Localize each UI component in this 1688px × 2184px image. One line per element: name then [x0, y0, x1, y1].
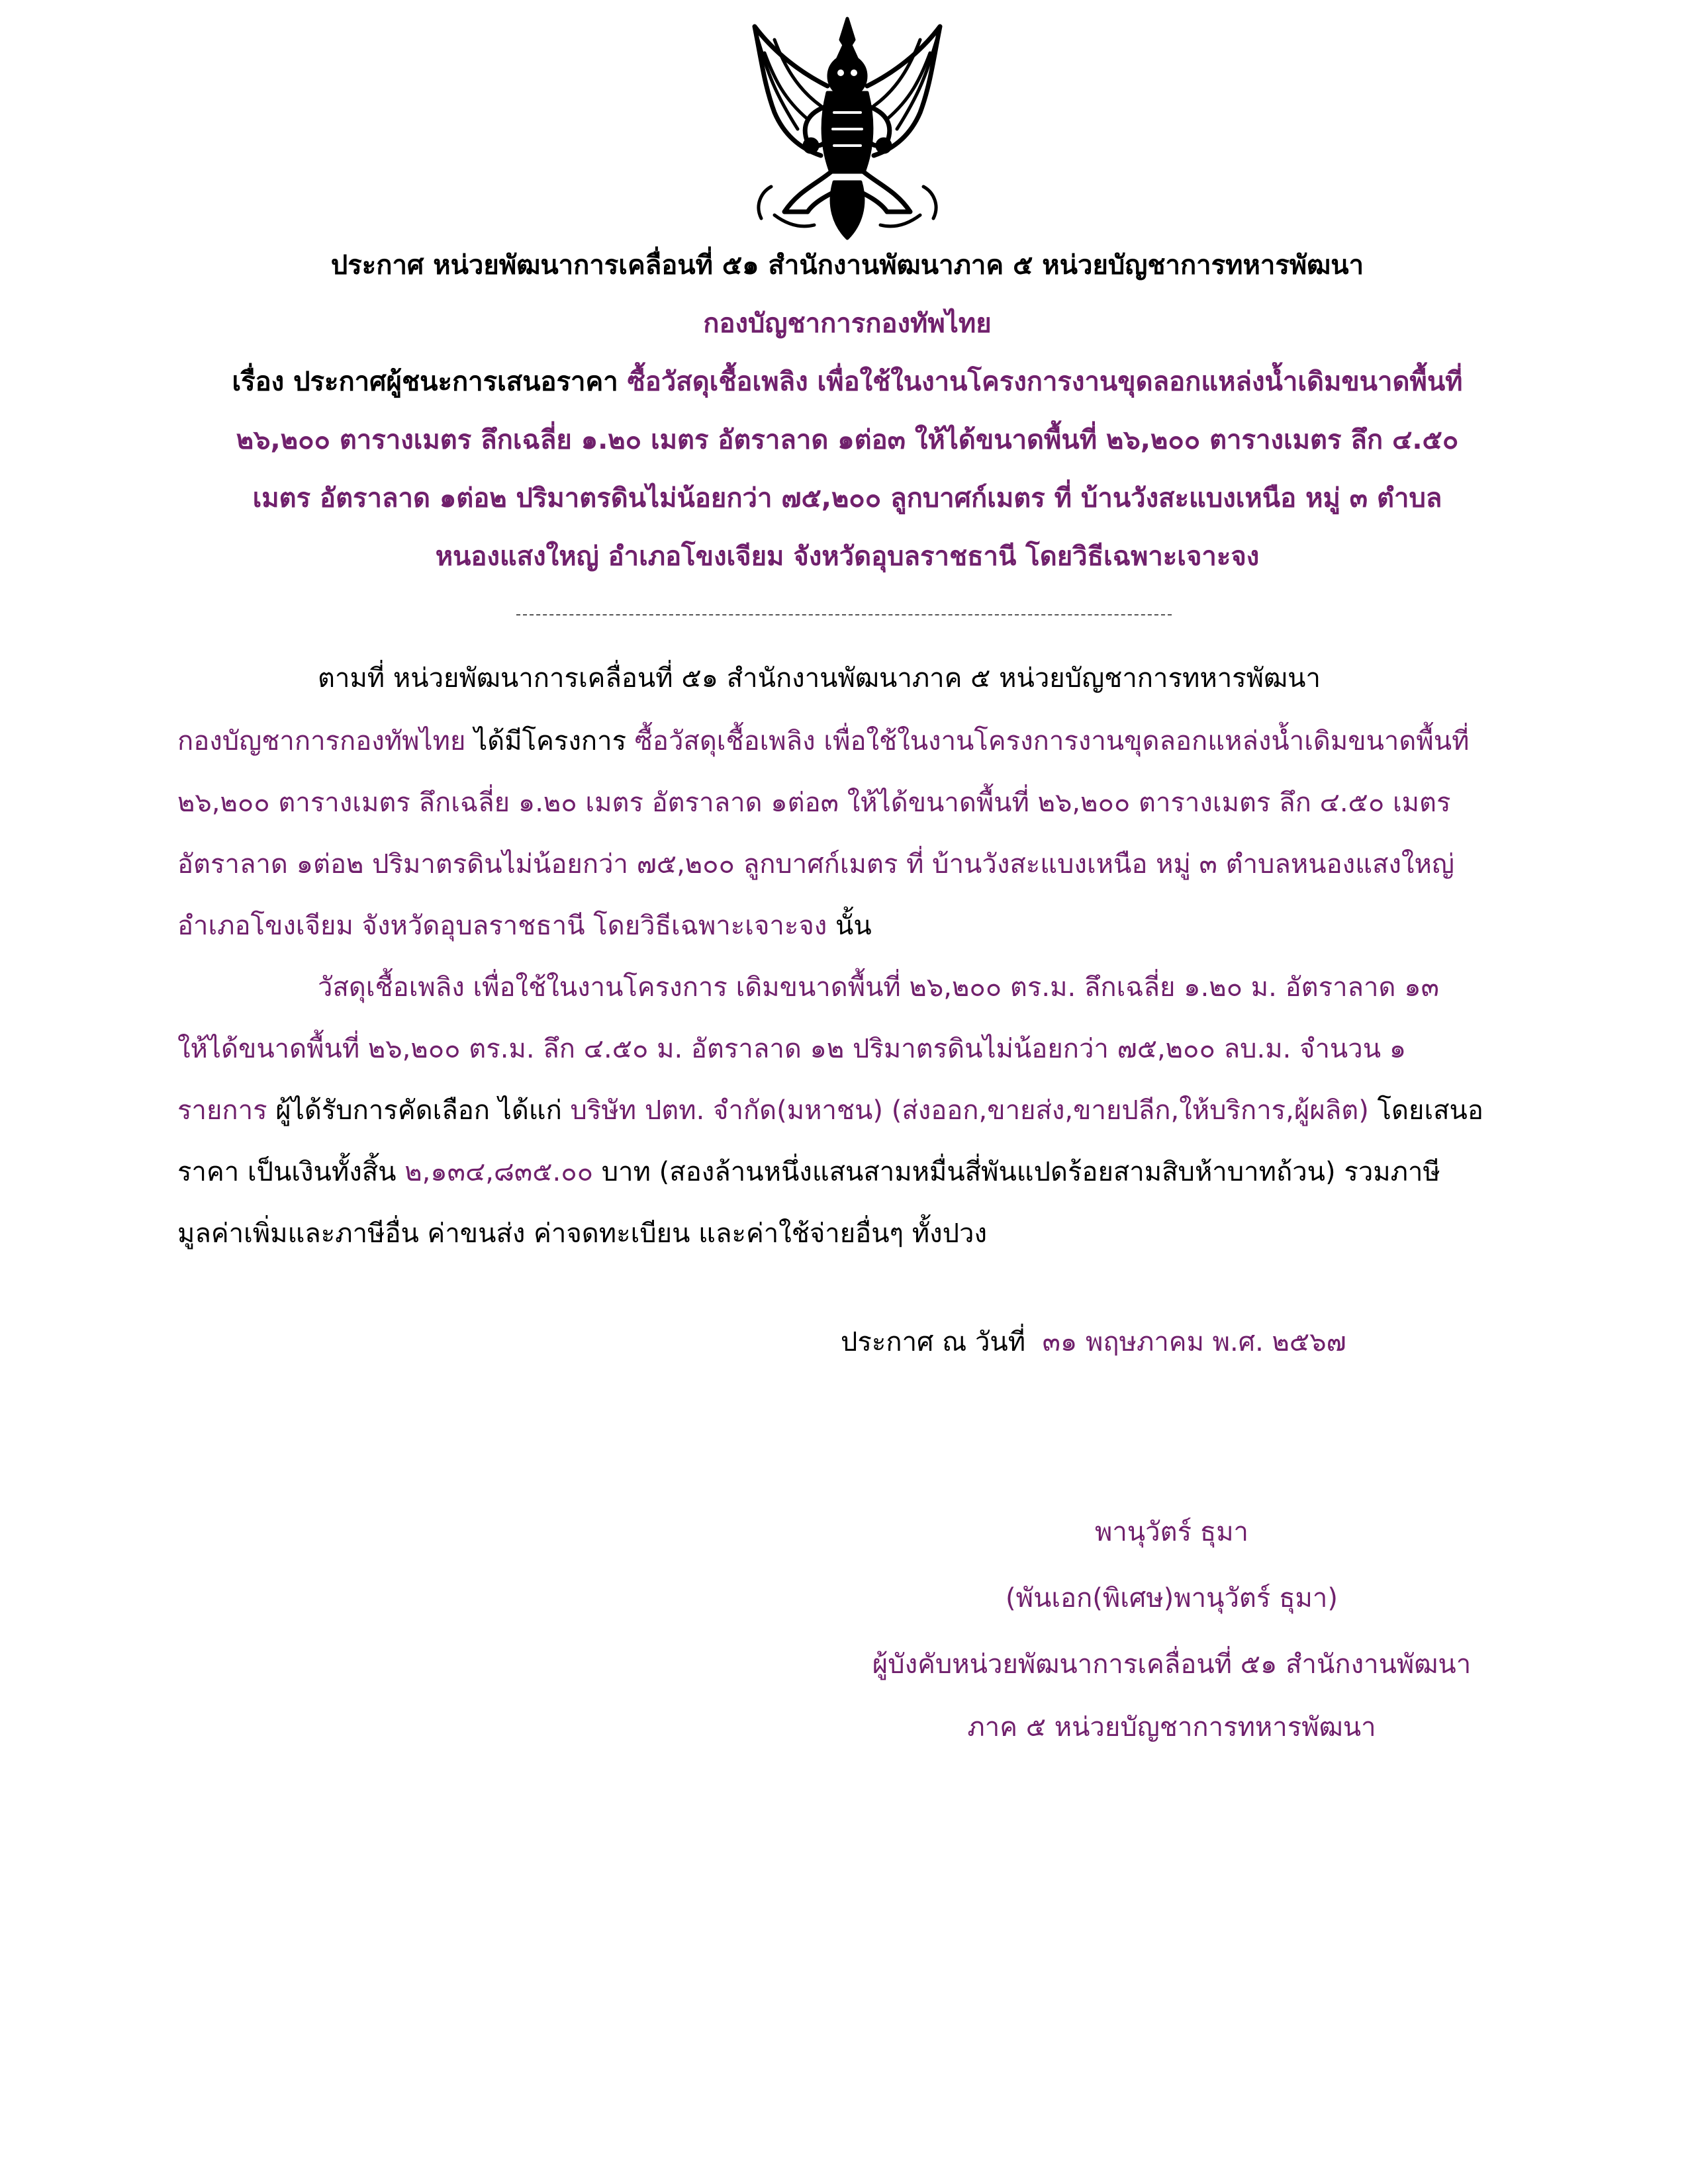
para1-org: กองบัญชาการกองทัพไทย	[177, 726, 466, 756]
signature-position-line1: ผู้บังคับหน่วยพัฒนาการเคลื่อนที่ ๕๑ สำนักงานพัฒนา	[872, 1649, 1472, 1680]
para1-project: ซื้อวัสดุเชื้อเพลิง เพื่อใช้ในงานโครงการงานขุดลอกแหล่งน้ำเดิมขนาดพื้นที่	[634, 726, 1470, 756]
subject-text: ซื้อวัสดุเชื้อเพลิง เพื่อใช้ในงานโครงการงานขุดลอกแหล่งน้ำเดิมขนาดพื้นที่	[627, 367, 1463, 397]
para2-offer: โดยเสนอ	[1368, 1095, 1483, 1126]
para2-price-label: ราคา เป็นเงินทั้งสิ้น	[177, 1157, 405, 1187]
para1-location: อำเภอโขงเจียม จังหวัดอุบลราชธานี โดยวิธีเฉพาะเจาะจง	[177, 911, 827, 941]
announce-label: ประกาศ ณ วันที่	[841, 1327, 1026, 1357]
para1-line3: ๒๖,๒๐๐ ตารางเมตร ลึกเฉลี่ย ๑.๒๐ เมตร อัตราลาด ๑ต่อ๓ ให้ได้ขนาดพื้นที่ ๒๖,๒๐๐ ตารางเมตร ลึก ๔.๕๐ เมตร	[177, 788, 1451, 818]
para1-line1: ตามที่ หน่วยพัฒนาการเคลื่อนที่ ๕๑ สำนักงานพัฒนาภาค ๕ หน่วยบัญชาการทหารพัฒนา	[318, 663, 1321, 694]
header-title-line1: ประกาศ หน่วยพัฒนาการเคลื่อนที่ ๕๑ สำนักงานพัฒนาภาค ๕ หน่วยบัญชาการทหารพัฒนา	[330, 250, 1364, 281]
para2-price-value: ๒,๑๓๔,๘๓๕.๐๐	[404, 1157, 594, 1187]
signature-full-name: (พันเอก(พิเศษ)พานุวัตร์ ธุมา)	[1006, 1583, 1338, 1614]
signature-position-line2: ภาค ๕ หน่วยบัญชาการทหารพัฒนา	[967, 1712, 1376, 1743]
para1-line2	[177, 725, 1469, 758]
para1-connector: ได้มีโครงการ	[465, 726, 635, 756]
header-subject-line3: เมตร อัตราลาด ๑ต่อ๒ ปริมาตรดินไม่น้อยกว่า ๗๕,๒๐๐ ลูกบาศก์เมตร ที่ บ้านวังสะแบงเหนือ หมู่ ๓ ตำบล	[252, 483, 1442, 514]
header-subject-line1	[159, 365, 1536, 398]
signature-name: พานุวัตร์ ธุมา	[1094, 1517, 1249, 1547]
para2-line3	[177, 1094, 1483, 1127]
announce-date	[841, 1326, 1346, 1359]
para2-line5: มูลค่าเพิ่มและภาษีอื่น ค่าขนส่ง ค่าจดทะเบียน และค่าใช้จ่ายอื่นๆ ทั้งปวง	[177, 1218, 988, 1249]
para1-line5	[177, 909, 872, 942]
para1-line4: อัตราลาด ๑ต่อ๒ ปริมาตรดินไม่น้อยกว่า ๗๕,๒๐๐ ลูกบาศก์เมตร ที่ บ้านวังสะแบงเหนือ หมู่ ๓ ตำบลหนองแสงใหญ่	[177, 849, 1454, 880]
header-subject-line2: ๒๖,๒๐๐ ตารางเมตร ลึกเฉลี่ย ๑.๒๐ เมตร อัตราลาด ๑ต่อ๓ ให้ได้ขนาดพื้นที่ ๒๖,๒๐๐ ตารางเมตร ลึก ๔.๕๐	[236, 425, 1459, 455]
para1-end: นั้น	[827, 911, 872, 941]
header-title-line2: กองบัญชาการกองทัพไทย	[703, 308, 992, 339]
header-subject-line4: หนองแสงใหญ่ อำเภอโขงเจียม จังหวัดอุบลราชธานี โดยวิธีเฉพาะเจาะจง	[435, 541, 1260, 572]
announce-date-value: ๓๑ พฤษภาคม พ.ศ. ๒๕๖๗	[1042, 1327, 1346, 1357]
para2-line1: วัสดุเชื้อเพลิง เพื่อใช้ในงานโครงการ เดิมขนาดพื้นที่ ๒๖,๒๐๐ ตร.ม. ลึกเฉลี่ย ๑.๒๐ ม. อัตราลาด ๑๓	[318, 972, 1439, 1003]
para2-selected-label: ผู้ได้รับการคัดเลือก ได้แก่	[267, 1095, 571, 1126]
para2-winner: บริษัท ปตท. จำกัด(มหาชน) (ส่งออก,ขายส่ง,ขายปลีก,ให้บริการ,ผู้ผลิต)	[570, 1095, 1369, 1126]
separator-line	[516, 614, 1172, 615]
para2-line2: ให้ได้ขนาดพื้นที่ ๒๖,๒๐๐ ตร.ม. ลึก ๔.๕๐ ม. อัตราลาด ๑๒ ปริมาตรดินไม่น้อยกว่า ๗๕,๒๐๐ ลบ.ม. จำนวน ๑	[177, 1034, 1407, 1064]
subject-prefix: เรื่อง ประกาศผู้ชนะการเสนอราคา	[232, 367, 628, 397]
para2-item: รายการ	[177, 1095, 267, 1126]
garuda-emblem-icon	[735, 13, 960, 245]
para2-line4	[177, 1156, 1440, 1189]
para2-price-words: บาท (สองล้านหนึ่งแสนสามหมื่นสี่พันแปดร้อยสามสิบห้าบาทถ้วน) รวมภาษี	[593, 1157, 1440, 1187]
